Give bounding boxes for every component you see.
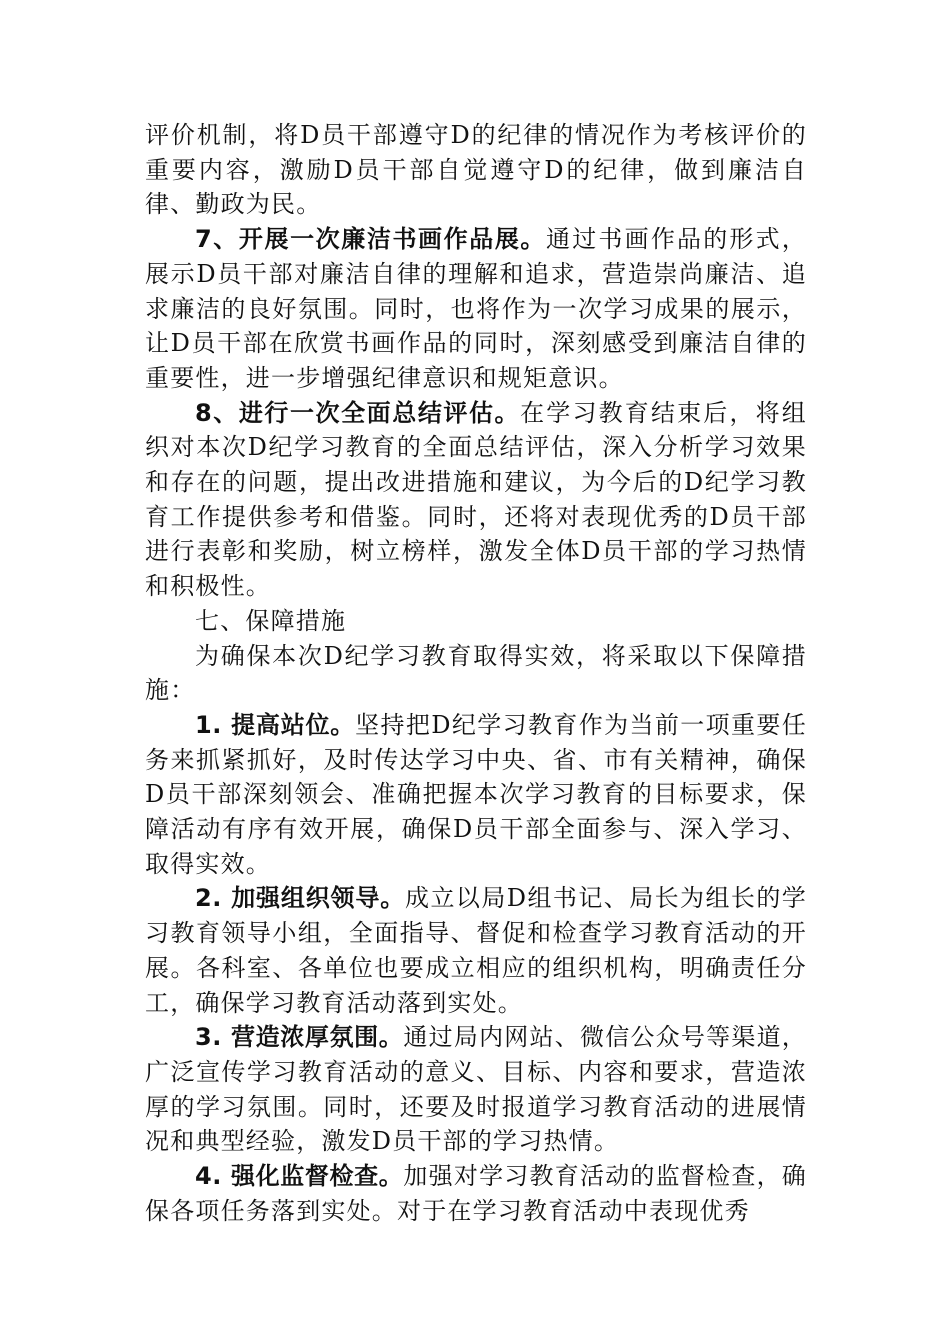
- paragraph-lead-heading: 4. 强化监督检查。: [195, 1162, 404, 1191]
- paragraph: [145, 881, 807, 1020]
- paragraph-lead-heading: 3. 营造浓厚氛围。: [195, 1023, 404, 1052]
- section-heading: [145, 604, 807, 639]
- paragraph-lead-heading: 2. 加强组织领导。: [195, 884, 406, 913]
- paragraph-text: 为确保本次D纪学习教育取得实效，将采取以下保障措施：: [145, 641, 807, 705]
- paragraph-lead-heading: 1. 提高站位。: [195, 710, 356, 739]
- paragraph-lead-heading: 8、进行一次全面总结评估。: [195, 398, 521, 427]
- paragraph: [145, 118, 807, 222]
- paragraph: [145, 396, 807, 604]
- paragraph-text: 坚持把D纪学习教育作为当前一项重要任务来抓紧抓好，及时传达学习中央、省、市有关精神，确保D员干部深刻领会、准确把握本次学习教育的目标要求，保障活动有序有效开展，确保D员干部全面参与、深入学习、取得实效。: [145, 710, 807, 878]
- paragraph: [145, 708, 807, 882]
- paragraph: [145, 1020, 807, 1159]
- paragraph: [145, 639, 807, 708]
- paragraph-text: 评价机制，将D员干部遵守D的纪律的情况作为考核评价的重要内容，激励D员干部自觉遵守D的纪律，做到廉洁自律、勤政为民。: [145, 121, 807, 219]
- paragraph-text: 成立以局D组书记、局长为组长的学习教育领导小组，全面指导、督促和检查学习教育活动的开展。各科室、各单位也要成立相应的组织机构，明确责任分工，确保学习教育活动落到实处。: [145, 884, 807, 1017]
- paragraph-text: 通过书画作品的形式，展示D员干部对廉洁自律的理解和追求，营造崇尚廉洁、追求廉洁的良好氛围。同时，也将作为一次学习成果的展示，让D员干部在欣赏书画作品的同时，深刻感受到廉洁自律的重要性，进一步增强纪律意识和规矩意识。: [145, 225, 808, 392]
- paragraph: [145, 1159, 807, 1228]
- paragraph: [145, 222, 807, 396]
- paragraph-text: 通过局内网站、微信公众号等渠道，广泛宣传学习教育活动的意义、目标、内容和要求，营造浓厚的学习氛围。同时，还要及时报道学习教育活动的进展情况和典型经验，激发D员干部的学习热情。: [145, 1023, 807, 1156]
- paragraph-lead-heading: 7、开展一次廉洁书画作品展。: [195, 225, 547, 254]
- document-body: [145, 118, 807, 1229]
- paragraph-text: 在学习教育结束后，将组织对本次D纪学习教育的全面总结评估，深入分析学习效果和存在的问题，提出改进措施和建议，为今后的D纪学习教育工作提供参考和借鉴。同时，还将对表现优秀的D员干部进行表彰和奖励，树立榜样，激发全体D员干部的学习热情和积极性。: [145, 398, 808, 601]
- paragraph-text: 加强对学习教育活动的监督检查，确保各项任务落到实处。对于在学习教育活动中表现优秀: [145, 1162, 807, 1225]
- section-heading-text: 七、保障措施: [195, 606, 347, 635]
